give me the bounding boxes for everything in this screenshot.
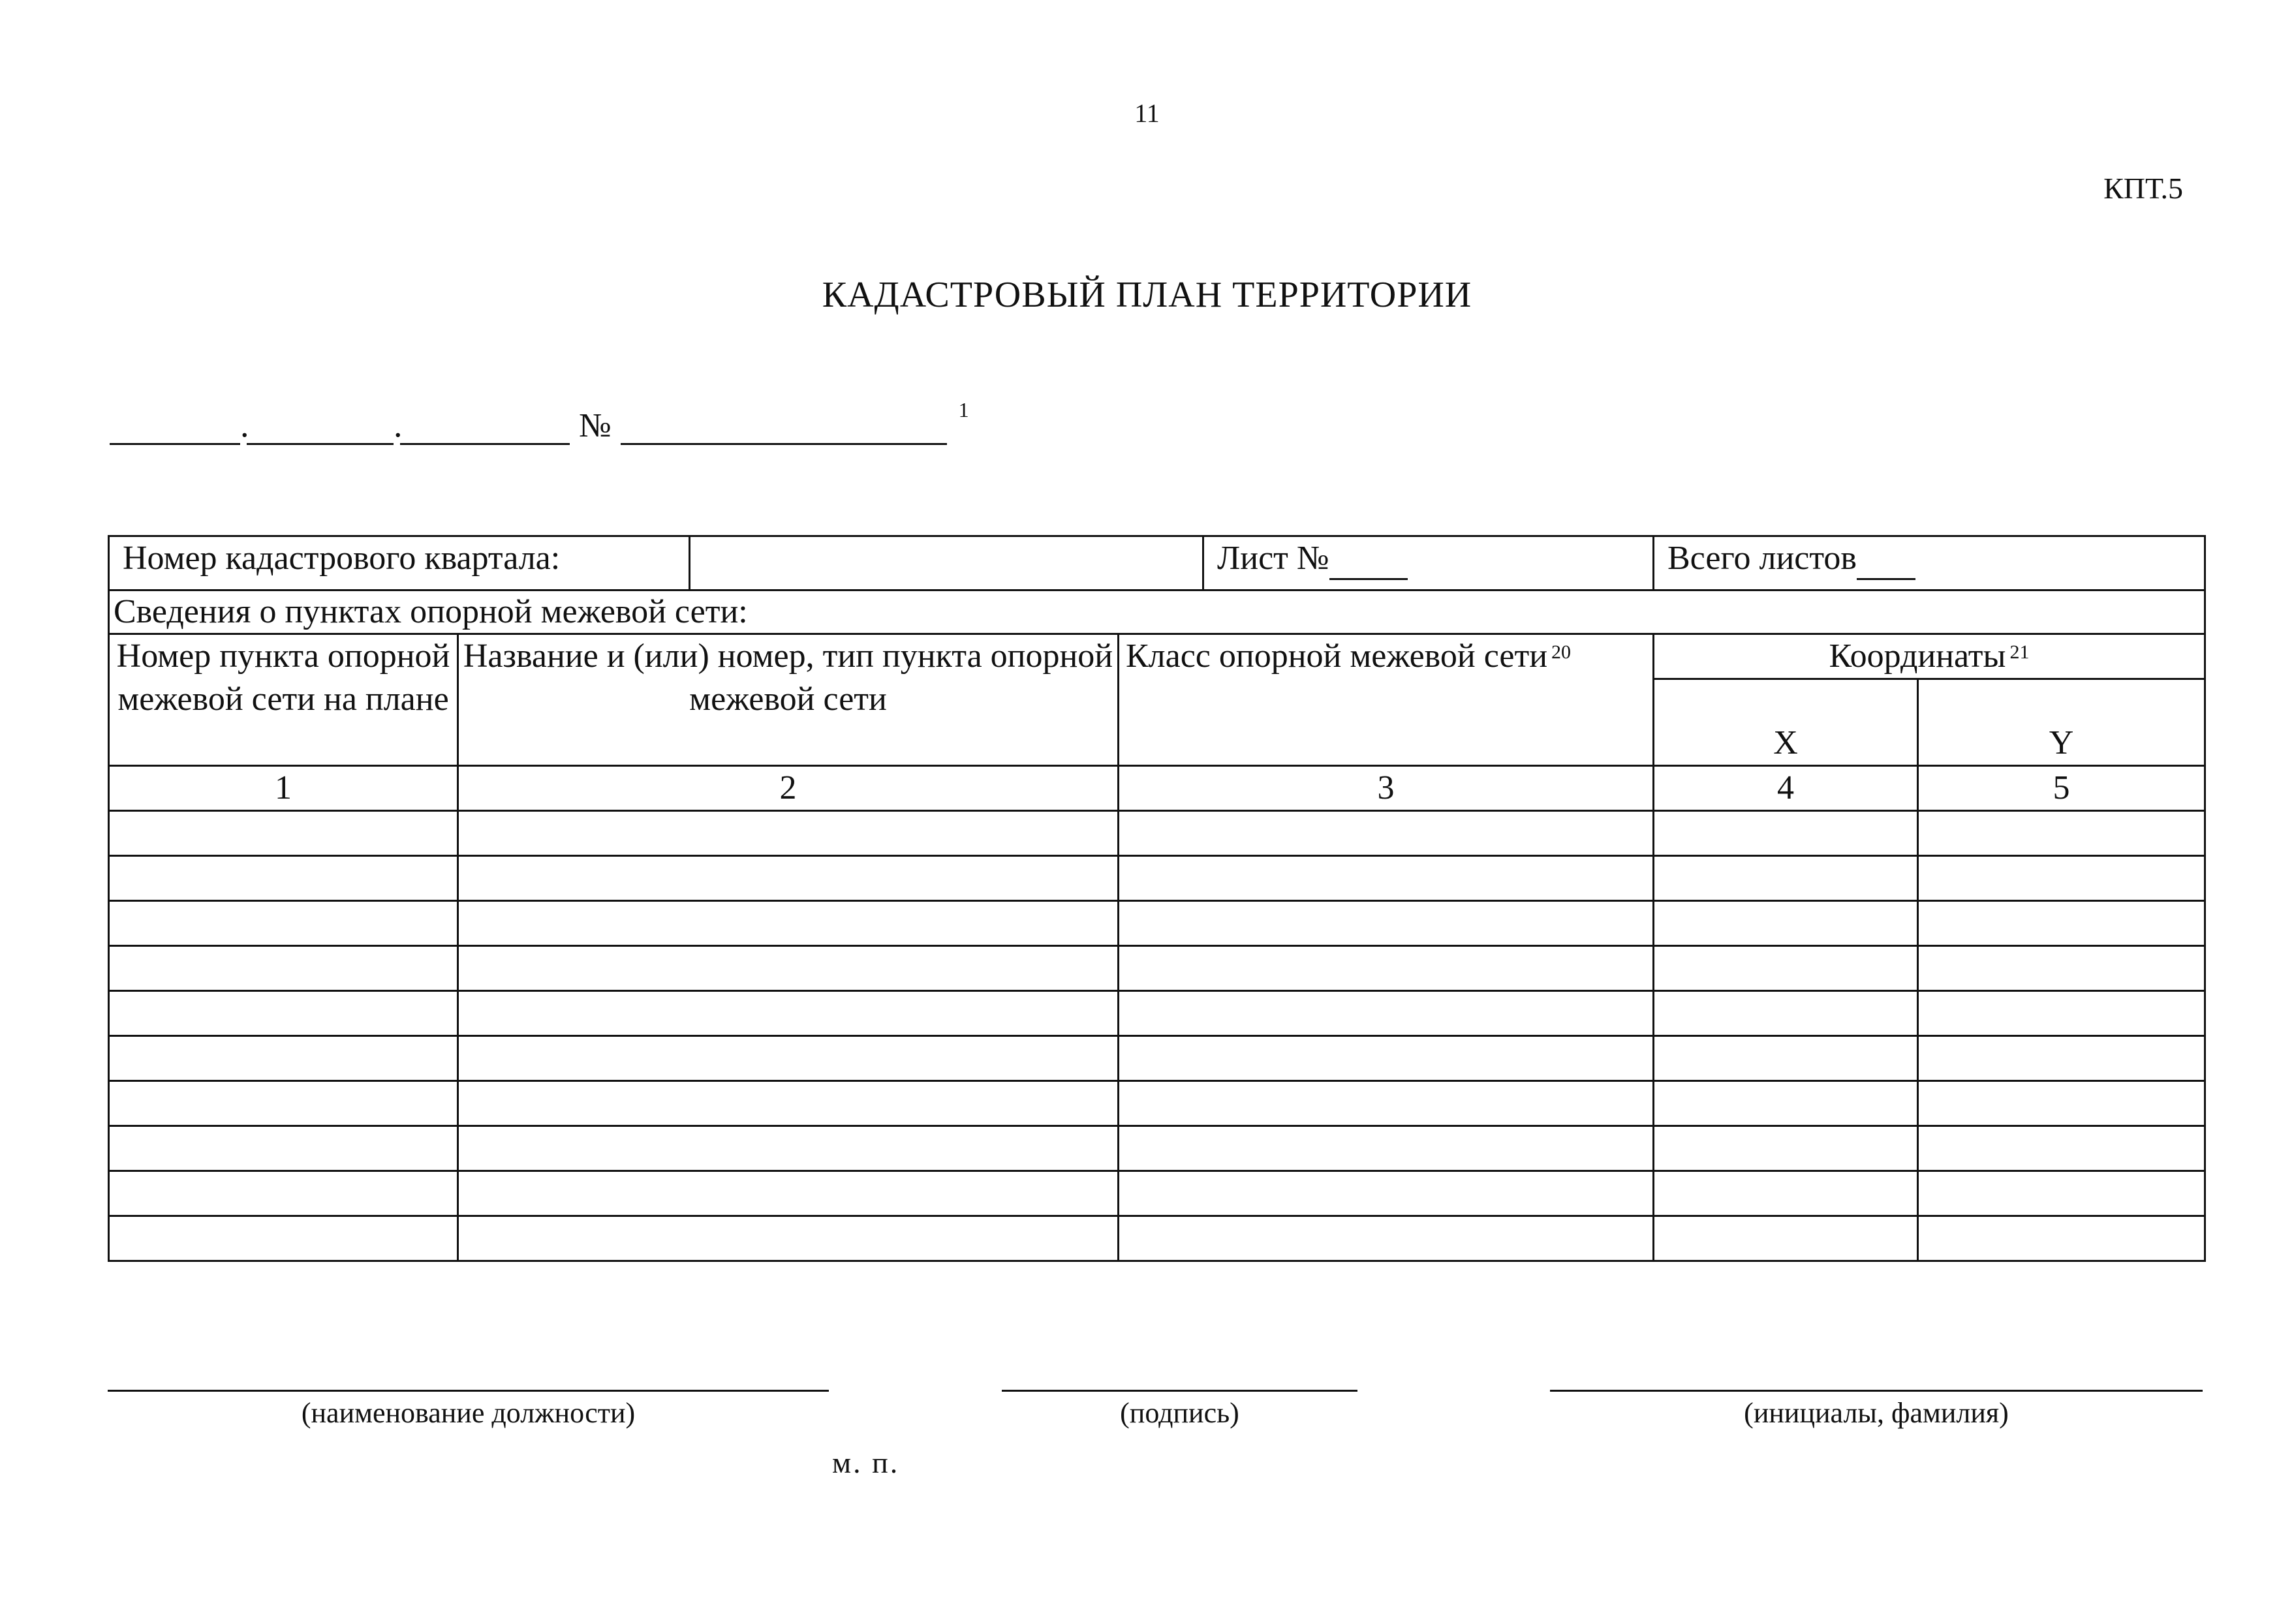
table-cell[interactable] [458,1036,1119,1081]
sheet-label: Лист № [1217,540,1329,577]
reference-points-table [108,535,2206,1262]
table-cell[interactable] [1119,946,1654,991]
name-signature-line [1550,1390,2203,1392]
column-number: 4 [1654,766,1918,811]
table-cell[interactable] [1119,1126,1654,1171]
table-cell[interactable] [109,856,458,901]
table-cell[interactable] [109,811,458,856]
header-x: X [1654,679,1918,766]
document-number-blank [621,409,947,445]
section-label: Сведения о пунктах опорной межевой сети: [109,590,2205,634]
table-cell[interactable] [109,1171,458,1216]
table-cell[interactable] [458,1216,1119,1261]
footnote-20: 20 [1551,641,1572,663]
header-row [109,634,2205,679]
column-number: 2 [458,766,1119,811]
table-cell[interactable] [109,991,458,1036]
date-separator: . [240,405,249,444]
table-cell[interactable] [1918,856,2205,901]
total-sheets-blank [1857,545,1915,580]
header-class-cell [1119,634,1654,766]
table-cell[interactable] [458,1081,1119,1126]
table-cell[interactable] [1119,901,1654,946]
column-number-row [109,766,2205,811]
sheet-cell [1203,536,1654,590]
position-signature-line [108,1390,829,1392]
month-blank [247,409,394,445]
table-cell[interactable] [1918,946,2205,991]
table-cell[interactable] [109,1036,458,1081]
table-cell[interactable] [1918,1081,2205,1126]
table-cell[interactable] [109,1126,458,1171]
table-cell[interactable] [109,1081,458,1126]
table-cell[interactable] [458,946,1119,991]
table-row [109,811,2205,856]
table-cell[interactable] [1119,1171,1654,1216]
signature-line [1002,1390,1357,1392]
date-separator: . [394,405,403,444]
table-row [109,1081,2205,1126]
column-number: 1 [109,766,458,811]
table-cell[interactable] [1119,856,1654,901]
position-caption: (наименование должности) [301,1397,636,1429]
table-cell[interactable] [1918,1171,2205,1216]
table-cell[interactable] [1119,1216,1654,1261]
table-cell[interactable] [458,856,1119,901]
table-cell[interactable] [1918,991,2205,1036]
footnote-21: 21 [2009,641,2030,663]
table-row [109,901,2205,946]
table-cell[interactable] [1119,811,1654,856]
section-row [109,590,2205,634]
stamp-place: м. п. [832,1446,900,1479]
table-cell[interactable] [1654,856,1918,901]
table-cell[interactable] [1654,1171,1918,1216]
table-row [109,856,2205,901]
table-cell[interactable] [1654,1126,1918,1171]
table-cell[interactable] [1119,1081,1654,1126]
table-row [109,1126,2205,1171]
table-cell[interactable] [458,1126,1119,1171]
form-code: КПТ.5 [2103,172,2183,205]
header-name-type: Название и (или) номер, тип пункта опорной межевой сети [458,634,1119,766]
table-cell[interactable] [109,901,458,946]
table-cell[interactable] [1918,1036,2205,1081]
table-cell[interactable] [1119,991,1654,1036]
table-row [109,946,2205,991]
sheet-blank [1329,545,1408,580]
table-row [109,1036,2205,1081]
table-cell[interactable] [1654,1036,1918,1081]
table-row [109,1171,2205,1216]
day-blank [110,409,240,445]
year-blank [400,409,570,445]
signature-caption: (подпись) [1120,1397,1239,1429]
header-coordinates: Координаты [1829,637,2006,675]
table-cell[interactable] [458,811,1119,856]
quarter-label-cell [109,536,690,590]
header-coordinates-cell [1654,634,2205,679]
footnote-ref: 1 [958,398,969,421]
name-caption: (инициалы, фамилия) [1744,1397,2009,1429]
table-cell[interactable] [1654,811,1918,856]
quarter-label: Номер кадастрового квартала: [123,540,561,577]
table-cell[interactable] [1654,1081,1918,1126]
header-y: Y [1918,679,2205,766]
table-cell[interactable] [1918,811,2205,856]
table-cell[interactable] [458,901,1119,946]
table-row [109,1216,2205,1261]
header-class: Класс опорной межевой сети [1126,637,1548,675]
total-sheets-cell [1654,536,2205,590]
quarter-value-cell [690,536,1203,590]
table-cell[interactable] [109,1216,458,1261]
table-cell[interactable] [458,991,1119,1036]
date-number-line [110,398,969,444]
page-number: 11 [1134,99,1160,128]
table-cell[interactable] [1654,1216,1918,1261]
table-cell[interactable] [458,1171,1119,1216]
table-cell[interactable] [1654,991,1918,1036]
table-cell[interactable] [1918,901,2205,946]
table-cell[interactable] [1119,1036,1654,1081]
document-title: КАДАСТРОВЫЙ ПЛАН ТЕРРИТОРИИ [822,275,1472,315]
header-point-number: Номер пункта опорной межевой сети на плане [109,634,458,766]
table-cell[interactable] [1918,1216,2205,1261]
column-number: 3 [1119,766,1654,811]
table-row [109,991,2205,1036]
table-cell[interactable] [109,946,458,991]
column-number: 5 [1918,766,2205,811]
table-cell[interactable] [1654,946,1918,991]
meta-row [109,536,2205,590]
table-cell[interactable] [1654,901,1918,946]
table-cell[interactable] [1918,1126,2205,1171]
number-mark: № [579,407,612,444]
total-sheets-label: Всего листов [1667,540,1857,577]
